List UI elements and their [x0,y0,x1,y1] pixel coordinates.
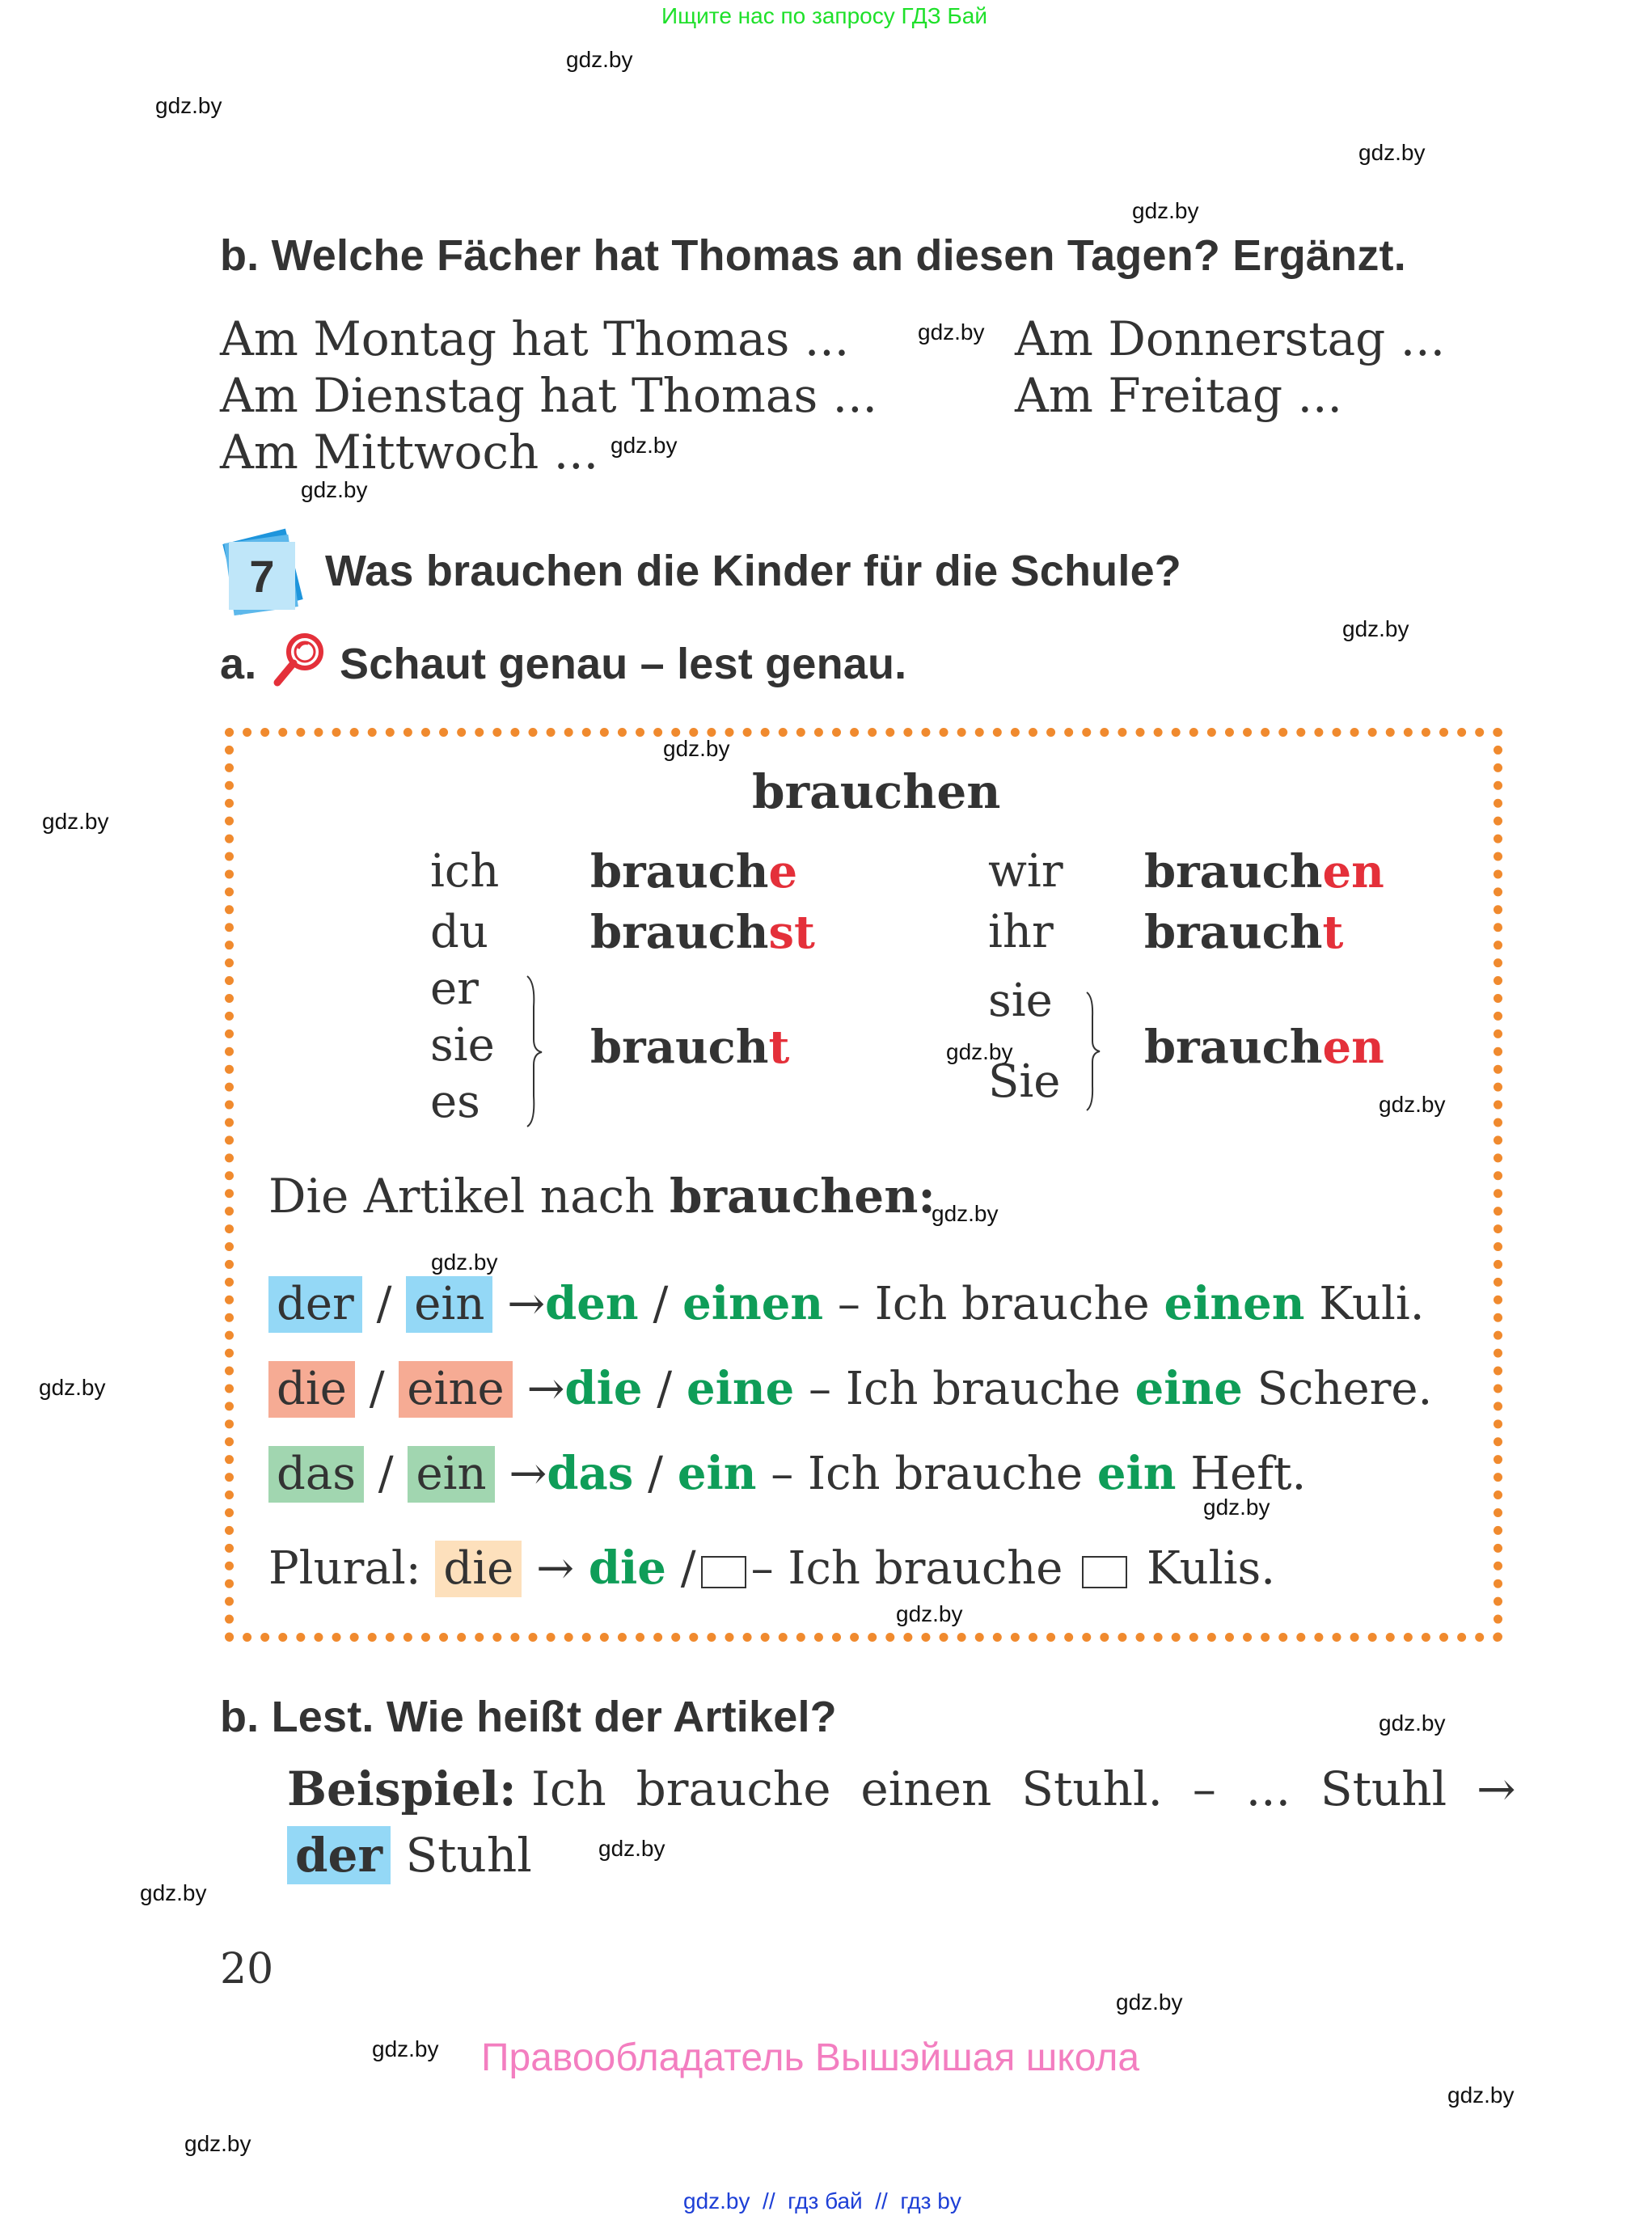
articles-title-plain: Die Artikel nach [268,1169,670,1224]
articles-title [268,1169,936,1224]
acc-indef: einen [682,1277,824,1330]
task-line-thursday: Am Donnerstag ... [1015,311,1446,366]
exercise-title: Was brauchen die Kinder für die Schule? [325,547,1181,595]
watermark-label: gdz.by [1132,198,1199,223]
watermark-label: gdz.by [611,433,678,458]
ending: t [768,1021,790,1074]
arrow-icon: → [526,1363,565,1415]
watermark-label: gdz.by [946,1039,1013,1064]
pronoun-sie: sie [430,1019,495,1072]
verb-title: brauchen [752,764,1001,819]
form-du [590,906,815,959]
watermark-label: gdz.by [1116,1989,1183,2015]
slash: / [653,1278,669,1330]
acc-def: das [547,1447,634,1500]
pronoun-ich: ich [430,845,500,898]
pronoun-Sie-formal: Sie [988,1055,1061,1108]
task-line-wednesday: Am Mittwoch ... [220,425,599,480]
stem: brauch [590,1021,769,1074]
sub-a-text: Schaut genau – lest genau. [340,640,907,688]
watermark-label: gdz.by [42,809,109,834]
empty-article-box [1082,1556,1127,1588]
acc-indef: ein [677,1447,757,1500]
acc-def: den [545,1277,639,1330]
section-b-heading: b. Welche Fächer hat Thomas an diesen Tagen? Ergänzt. [220,231,1406,280]
sentence-article: ein [1096,1447,1177,1500]
sentence-noun: Kulis. [1132,1542,1276,1595]
watermark-label: gdz.by [1358,140,1426,165]
task-line-friday: Am Freitag ... [1015,368,1342,423]
arrow-icon: → [507,1278,546,1330]
example-text: Ich brauche einen Stuhl. – ... Stuhl → [530,1761,1516,1816]
sentence-pre: – Ich brauche [837,1278,1164,1330]
slash: / [378,1448,394,1500]
ending: st [768,906,815,959]
stem: brauch [590,845,769,898]
example-line [287,1761,1516,1816]
form-ich [590,845,797,898]
tag-ein: ein [406,1276,492,1333]
stem: brauch [1144,906,1323,959]
sub-a-prefix: a. [220,640,257,688]
arrow-icon: → [536,1542,575,1595]
answer-article: der [287,1826,391,1884]
acc-def: die [564,1362,643,1415]
watermark-label: gdz.by [184,2131,251,2156]
watermark-label: gdz.by [372,2036,439,2061]
acc-indef: eine [686,1362,795,1415]
acc-def: die [588,1541,666,1595]
watermark-label: gdz.by [1342,616,1409,641]
copyright-notice: Правообладатель Вышэйшая школа [481,2036,1140,2079]
exercise-number: 7 [229,542,295,610]
article-row-masculine [268,1276,1425,1333]
top-banner[interactable]: Ищите нас по запросу ГДЗ Бай [661,3,988,28]
bottom-links[interactable]: gdz.by // гдз бай // гдз by [683,2188,961,2213]
watermark-label: gdz.by [566,47,633,72]
sentence-pre: – Ich brauche [771,1448,1097,1500]
sentence-noun: Heft. [1176,1448,1307,1500]
slash: / [680,1542,696,1595]
sentence-article: eine [1134,1362,1243,1415]
slash: / [376,1278,392,1330]
tag-die: die [268,1361,355,1418]
pronoun-sie-plural: sie [988,975,1053,1027]
sentence-pre: – Ich brauche [750,1542,1078,1595]
stem: brauch [1144,845,1323,898]
article-row-feminine [268,1361,1432,1418]
watermark-label: gdz.by [932,1201,999,1226]
watermark-label: gdz.by [301,477,368,502]
task-line-monday: Am Montag hat Thomas ... [220,311,850,366]
article-row-plural [268,1541,1275,1597]
tag-der: der [268,1276,362,1333]
watermark-label: gdz.by [1379,1710,1446,1736]
pronoun-wir: wir [988,845,1063,898]
watermark-label: gdz.by [663,736,730,761]
watermark-label: gdz.by [598,1836,665,1861]
exercise-number-badge [222,534,295,615]
watermark-label: gdz.by [1447,2082,1515,2108]
empty-article-box [701,1556,746,1588]
pronoun-du: du [430,906,488,958]
watermark-label: gdz.by [140,1880,207,1905]
example-label: Beispiel: [287,1761,517,1816]
tag-die-plural: die [435,1541,522,1597]
page-number: 20 [220,1945,274,1994]
arrow-icon: → [509,1448,547,1500]
pronoun-ihr: ihr [988,906,1054,958]
sentence-pre: – Ich brauche [809,1363,1135,1415]
slash: / [657,1363,673,1415]
form-wir [1144,845,1384,898]
example-answer [287,1826,532,1884]
magnifier-icon [269,631,327,689]
watermark-label: gdz.by [39,1375,106,1400]
watermark-label: gdz.by [431,1249,498,1275]
pronoun-es: es [430,1076,480,1128]
form-ihr [1144,906,1343,959]
tag-ein: ein [408,1446,494,1503]
stem: brauch [1144,1021,1323,1074]
sentence-noun: Schere. [1242,1363,1433,1415]
articles-title-bold: brauchen: [669,1169,936,1224]
sentence-article: einen [1164,1277,1305,1330]
sentence-noun: Kuli. [1304,1278,1425,1330]
ending: e [768,845,798,898]
watermark-label: gdz.by [1379,1092,1446,1117]
plural-label: Plural: [268,1542,421,1595]
form-er-sie-es [590,1021,789,1074]
watermark-label: gdz.by [1203,1495,1270,1520]
answer-noun: Stuhl [405,1828,532,1883]
section-b2-heading: b. Lest. Wie heißt der Artikel? [220,1693,837,1741]
form-sie-Sie [1144,1021,1384,1074]
ending: t [1322,906,1344,959]
tag-eine: eine [399,1361,512,1418]
article-row-neuter [268,1446,1306,1503]
ending: en [1322,1021,1384,1074]
task-line-tuesday: Am Dienstag hat Thomas ... [220,368,877,423]
ending: en [1322,845,1384,898]
watermark-label: gdz.by [918,319,985,345]
brace-icon [1084,991,1108,1116]
pronoun-er: er [430,962,479,1015]
stem: brauch [590,906,769,959]
watermark-label: gdz.by [155,93,222,118]
tag-das: das [268,1446,364,1503]
slash: / [648,1448,663,1500]
slash: / [369,1363,385,1415]
brace-icon [524,975,548,1132]
watermark-label: gdz.by [896,1601,963,1626]
